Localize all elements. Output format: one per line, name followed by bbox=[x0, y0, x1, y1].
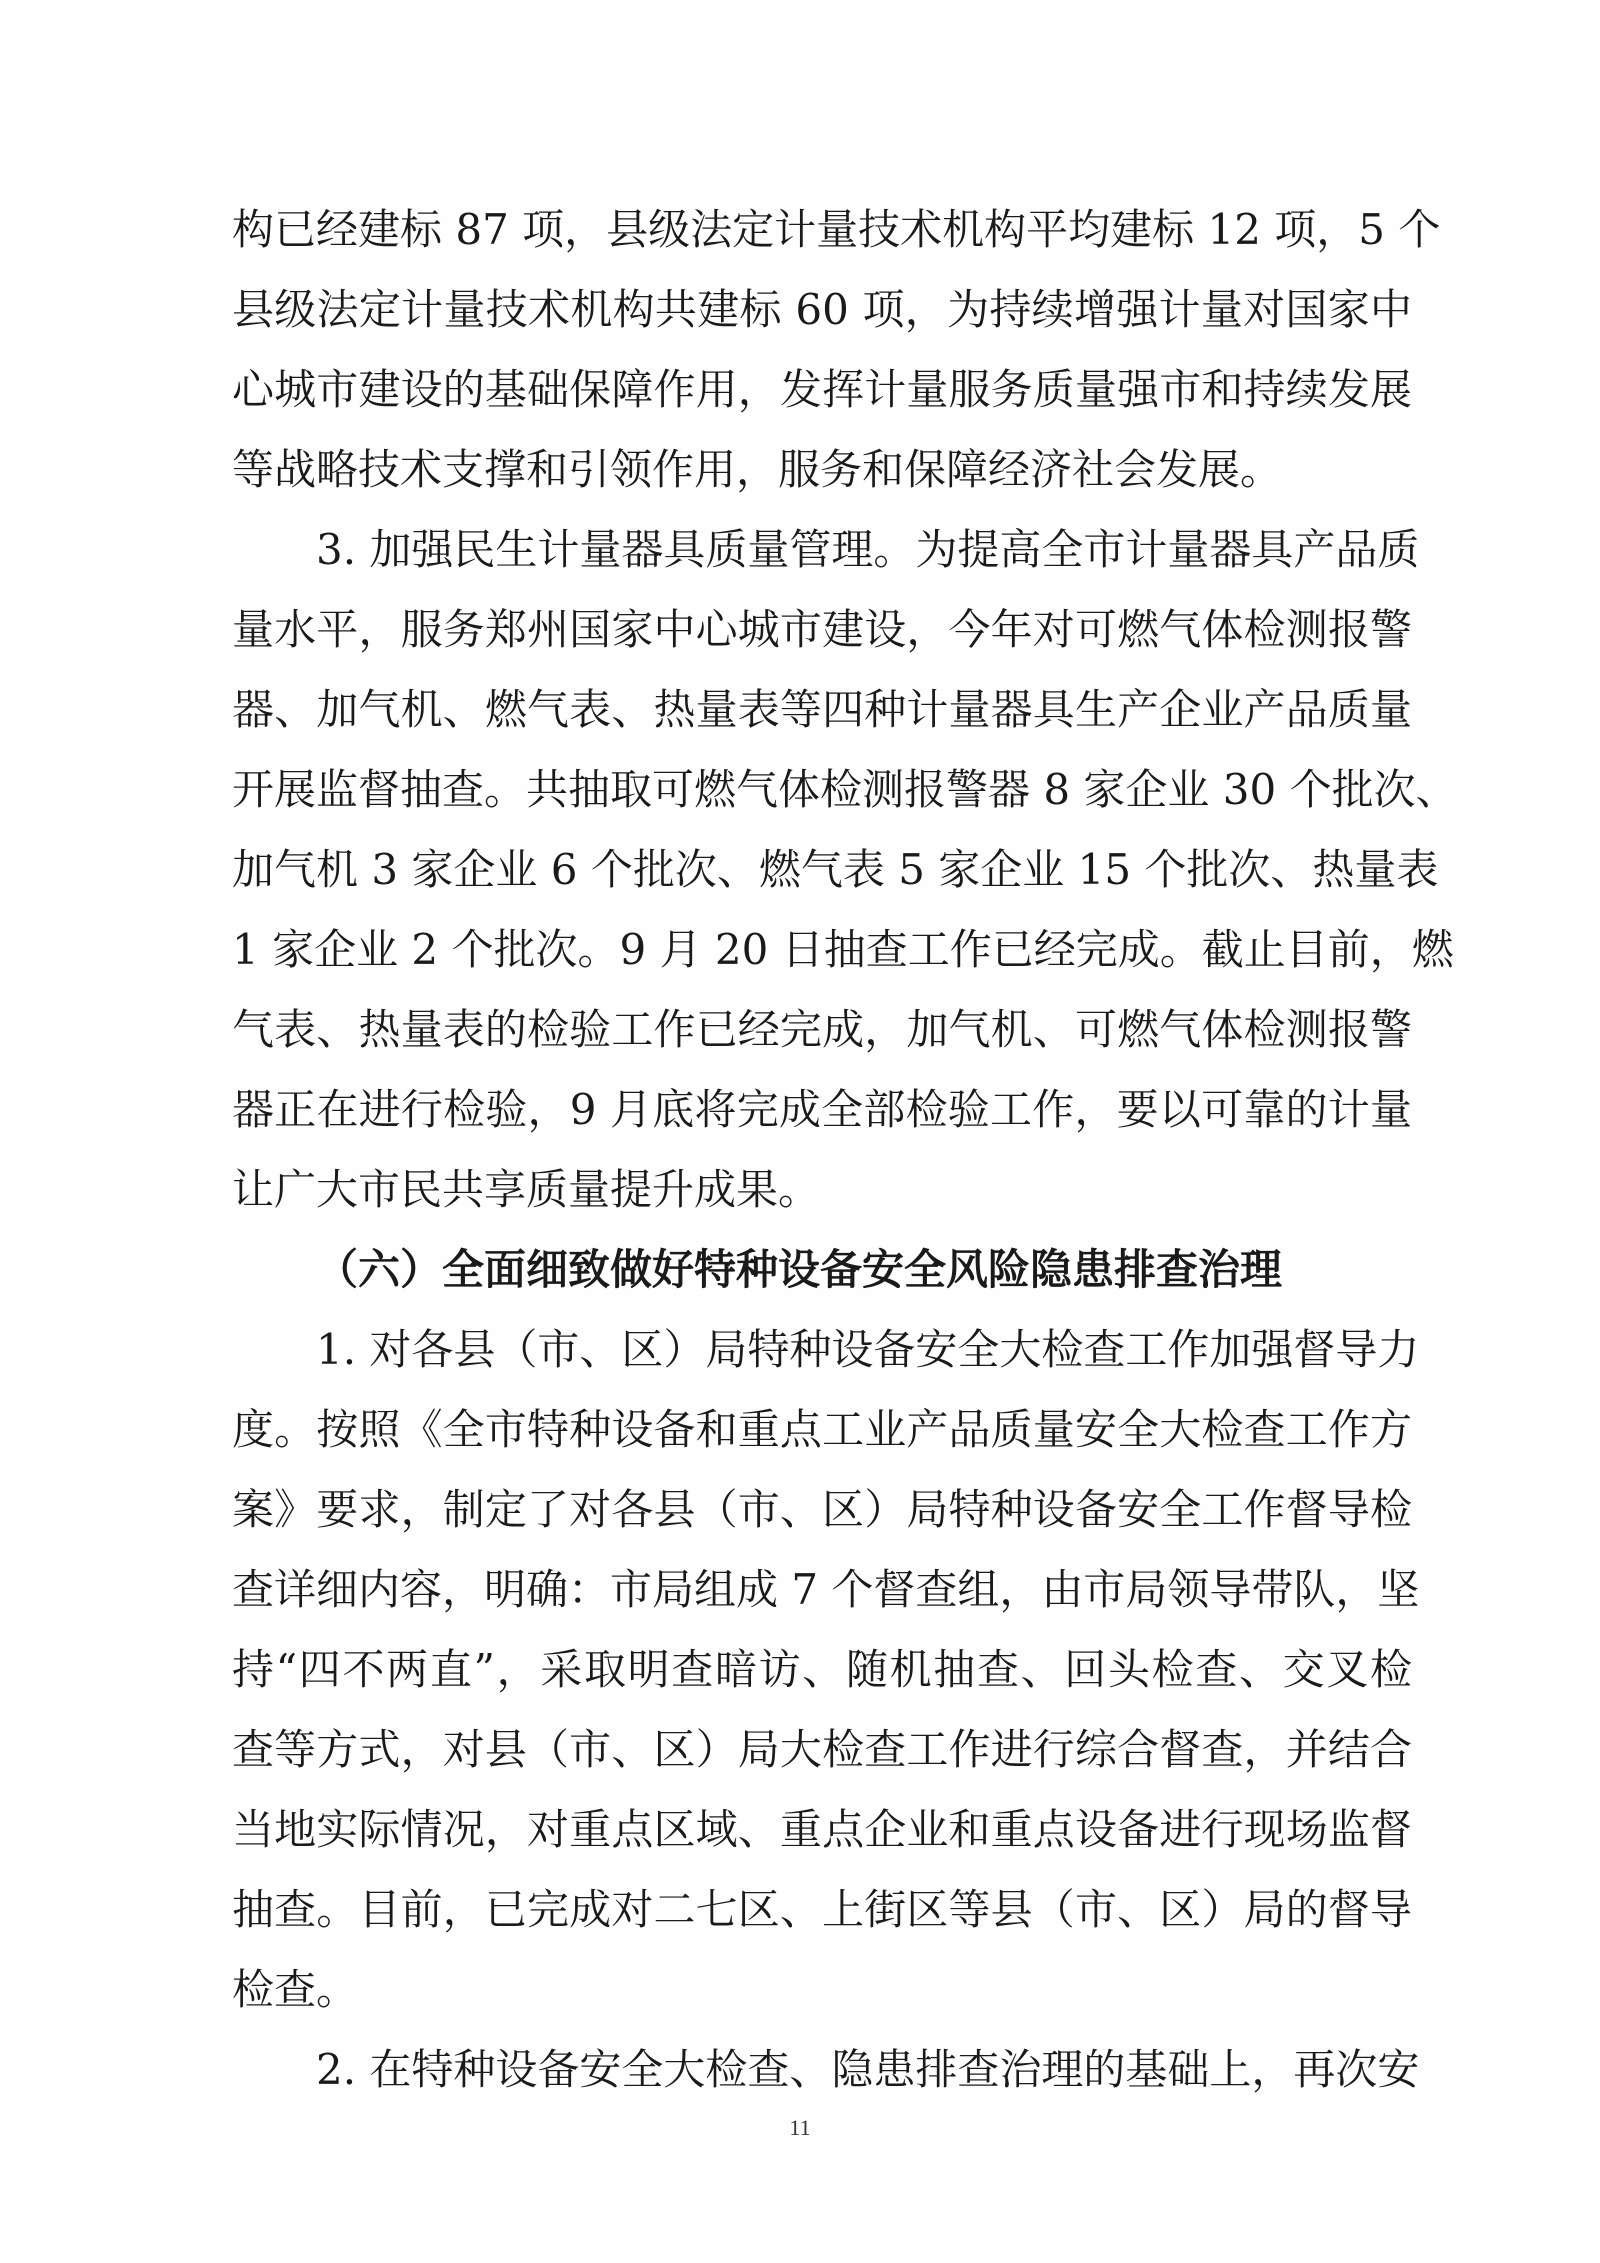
paragraph-line: 县级法定计量技术机构共建标 60 项，为持续增强计量对国家中 bbox=[232, 285, 1412, 334]
paragraph-line: 度。按照《全市特种设备和重点工业产品质量安全大检查工作方 bbox=[232, 1405, 1412, 1454]
paragraph-line: 抽查。目前，已完成对二七区、上街区等县（市、区）局的督导 bbox=[232, 1885, 1412, 1934]
page-number: 11 bbox=[789, 2115, 811, 2140]
paragraph-line: 1. 对各县（市、区）局特种设备安全大检查工作加强督导力 bbox=[316, 1325, 1420, 1374]
paragraph-line: 1 家企业 2 个批次。9 月 20 日抽查工作已经完成。截止目前，燃 bbox=[232, 925, 1454, 974]
paragraph-line: 当地实际情况，对重点区域、重点企业和重点设备进行现场监督 bbox=[232, 1805, 1412, 1854]
paragraph-line: 查详细内容，明确：市局组成 7 个督查组，由市局领导带队，坚 bbox=[232, 1565, 1420, 1614]
paragraph-line: 持“四不两直”，采取明查暗访、随机抽查、回头检查、交叉检 bbox=[232, 1645, 1412, 1694]
paragraph-line: 案》要求，制定了对各县（市、区）局特种设备安全工作督导检 bbox=[232, 1485, 1412, 1534]
paragraph-line: 气表、热量表的检验工作已经完成，加气机、可燃气体检测报警 bbox=[232, 1005, 1412, 1054]
paragraph-line: 让广大市民共享质量提升成果。 bbox=[232, 1165, 821, 1214]
paragraph-line: 量水平，服务郑州国家中心城市建设，今年对可燃气体检测报警 bbox=[232, 605, 1412, 654]
paragraph-line: 检查。 bbox=[232, 1965, 359, 2014]
section-heading: （六）全面细致做好特种设备安全风险隐患排查治理 bbox=[316, 1245, 1283, 1294]
paragraph-line: 器、加气机、燃气表、热量表等四种计量器具生产企业产品质量 bbox=[232, 685, 1412, 734]
paragraph-line: 加气机 3 家企业 6 个批次、燃气表 5 家企业 15 个批次、热量表 bbox=[232, 845, 1439, 894]
paragraph-line: 构已经建标 87 项，县级法定计量技术机构平均建标 12 项，5 个 bbox=[232, 205, 1441, 254]
paragraph-line: 器正在进行检验，9 月底将完成全部检验工作，要以可靠的计量 bbox=[232, 1085, 1412, 1134]
paragraph-line: 查等方式，对县（市、区）局大检查工作进行综合督查，并结合 bbox=[232, 1725, 1412, 1774]
paragraph-line: 3. 加强民生计量器具质量管理。为提高全市计量器具产品质 bbox=[316, 525, 1420, 574]
paragraph-line: 等战略技术支撑和引领作用，服务和保障经济社会发展。 bbox=[232, 445, 1283, 494]
paragraph-line: 2. 在特种设备安全大检查、隐患排查治理的基础上，再次安 bbox=[316, 2045, 1420, 2094]
paragraph-line: 开展监督抽查。共抽取可燃气体检测报警器 8 家企业 30 个批次、 bbox=[232, 765, 1458, 814]
paragraph-line: 心城市建设的基础保障作用，发挥计量服务质量强市和持续发展 bbox=[232, 365, 1412, 414]
